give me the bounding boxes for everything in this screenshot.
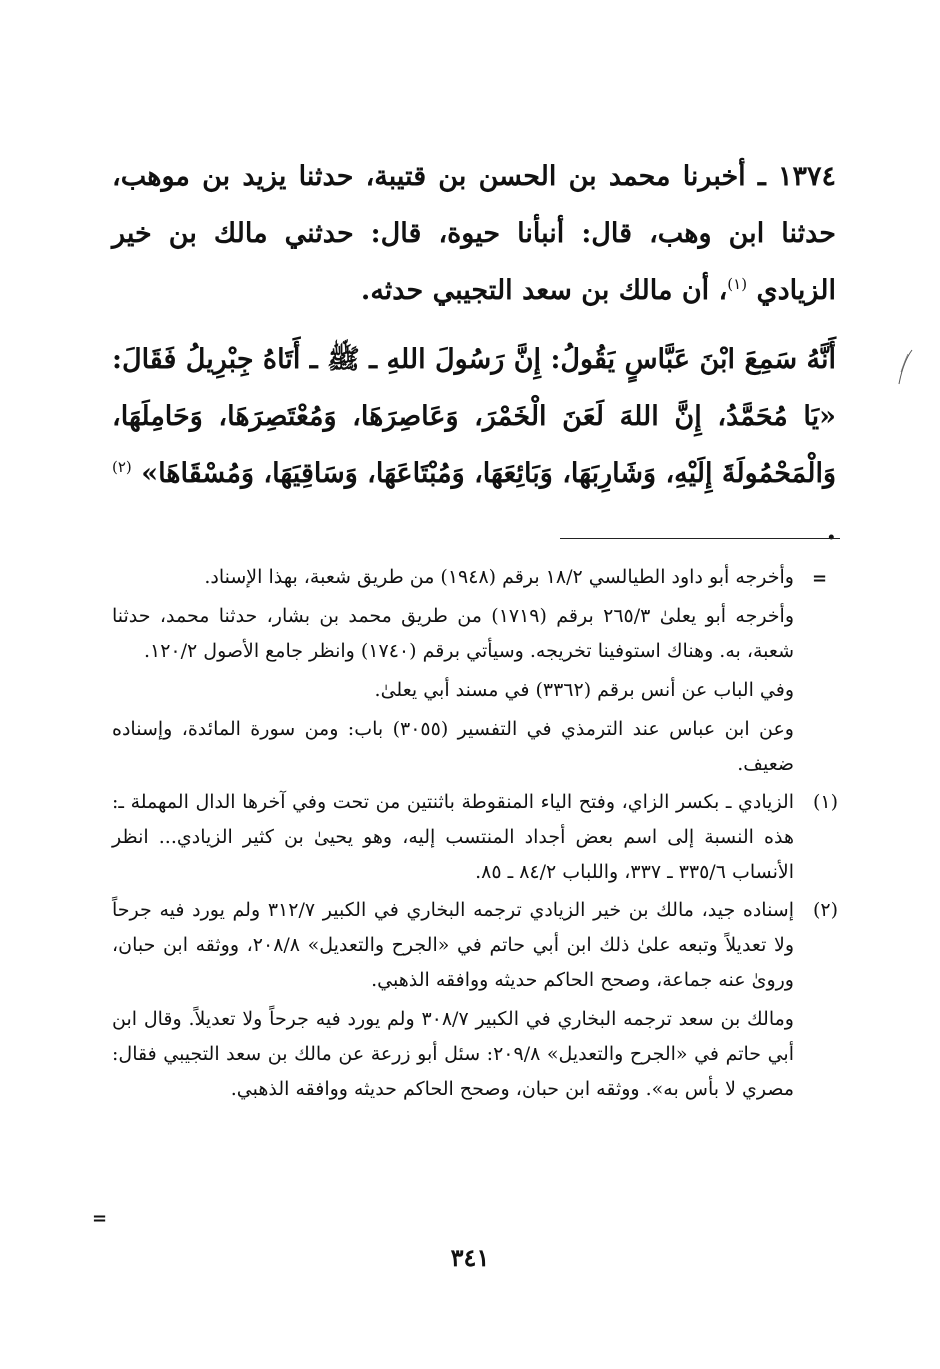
pen-stroke-mark bbox=[896, 348, 914, 388]
footnote-line: وفي الباب عن أنس برقم (٣٣٦٢) في مسند أبي يعلىٰ. bbox=[374, 679, 794, 701]
footnote-2-paragraph: ومالك بن سعد ترجمه البخاري في الكبير ٣٠٨/٧ ولم يورد فيه جرحاً ولا تعديلاً. وقال ابن أبي حاتم في «الجرح والتعديل» ٢٠٩/٨: سئل أبو زرعة عن مالك بن سعد التجيبي فقال: مصري لا بأس به». ووثقه ابن حبان، وصحح الحاكم حديثه ووافقه الذهبي. bbox=[112, 1008, 794, 1100]
footnote-1 bbox=[112, 785, 838, 890]
hadith-paragraph bbox=[112, 331, 836, 559]
matn-text: أَنَّهُ سَمِعَ ابْنَ عَبَّاسٍ يَقُولُ: إِنَّ رَسُولَ اللهِ ـ ﷺ ـ أَتَاهُ جِبْرِيلُ فَقَالَ: «يَا مُحَمَّدُ، إِنَّ اللهَ لَعَنَ الْخَمْرَ، وَعَاصِرَهَا، وَمُعْتَصِرَهَا، وَحَامِلَهَا، وَالْمَحْمُولَةَ إِلَيْهِ، وَشَارِبَهَا، وَبَائِعَهَا، وَمُبْتَاعَهَا، وَسَاقِيَهَا، وَمُسْقَاهَا» bbox=[112, 344, 836, 489]
footnote-ref-2: (٢) bbox=[112, 458, 132, 476]
isnad-text: ـ أخبرنا محمد بن الحسن بن قتيبة، حدثنا يزيد بن موهب، حدثنا ابن وهب، قال: أنبأنا حيوة، قال: حدثني مالك بن خير الزيادي bbox=[112, 161, 836, 306]
continuation-mark-bottom: = bbox=[92, 1208, 108, 1229]
footnote-line: وأخرجه أبو داود الطيالسي ١٨/٢ برقم (١٩٤٨) من طريق شعبة، بهذا الإسناد. bbox=[204, 566, 794, 588]
footnote-2-paragraph: إسناده جيد، مالك بن خير الزيادي ترجمه البخاري في الكبير ٣١٢/٧ ولم يورد فيه جرحاً ولا تعديلاً وتبعه علىٰ ذلك ابن أبي حاتم في «الجرح والتعديل» ٢٠٨/٨، ووثقه ابن حبان، وروىٰ عنه جماعة، وصحح الحاكم حديثه ووافقه الذهبي. bbox=[112, 899, 795, 991]
footnote-ref-1: (١) bbox=[727, 275, 748, 293]
footnote-2-body bbox=[112, 893, 794, 1107]
page-number: ٣٤١ bbox=[450, 1243, 490, 1272]
footnote-separator bbox=[560, 538, 840, 539]
footnote-2-number: (٢) bbox=[812, 899, 838, 921]
footnote-1-text: الزيادي ـ بكسر الزاي، وفتح الياء المنقوطة باثنتين من تحت وفي آخرها الدال المهملة ـ: هذه النسبة إلى اسم بعض أجداد المنتسب إليه، وهو يحيىٰ بن كثير الزيادي... انظر الأنساب ٣٣٥/٦ ـ ٣٣٧، واللباب ٨٤/٢ ـ ٨٥. bbox=[112, 791, 794, 883]
footnotes bbox=[112, 560, 838, 1110]
continuation-mark-top: = bbox=[812, 568, 828, 589]
footnote-2 bbox=[112, 893, 838, 1107]
footnote-line: وأخرجه أبو يعلىٰ ٢٦٥/٣ برقم (١٧١٩) من طريق محمد بن بشار، حدثنا محمد، حدثنا شعبة، به. وهناك استوفينا تخريجه. وسيأتي برقم (١٧٤٠) وانظر جامع الأصول ١٢٠/٢. bbox=[112, 605, 795, 662]
footnote-continued bbox=[112, 560, 838, 782]
matn-end: . bbox=[826, 515, 836, 546]
isnad-text-end: ، أن مالك بن سعد التجيبي حدثه. bbox=[360, 275, 728, 306]
footnote-continued-body bbox=[112, 560, 794, 782]
footnote-line: وعن ابن عباس عند الترمذي في التفسير (٣٠٥٥) باب: ومن سورة المائدة، وإسناده ضعيف. bbox=[112, 718, 794, 775]
footnote-spacer bbox=[794, 560, 838, 782]
footnote-1-number: (١) bbox=[812, 791, 838, 813]
chain-paragraph bbox=[112, 148, 836, 319]
hadith-number: ١٣٧٤ bbox=[777, 161, 836, 192]
main-text bbox=[112, 148, 836, 559]
footnote-1-body bbox=[112, 785, 794, 890]
